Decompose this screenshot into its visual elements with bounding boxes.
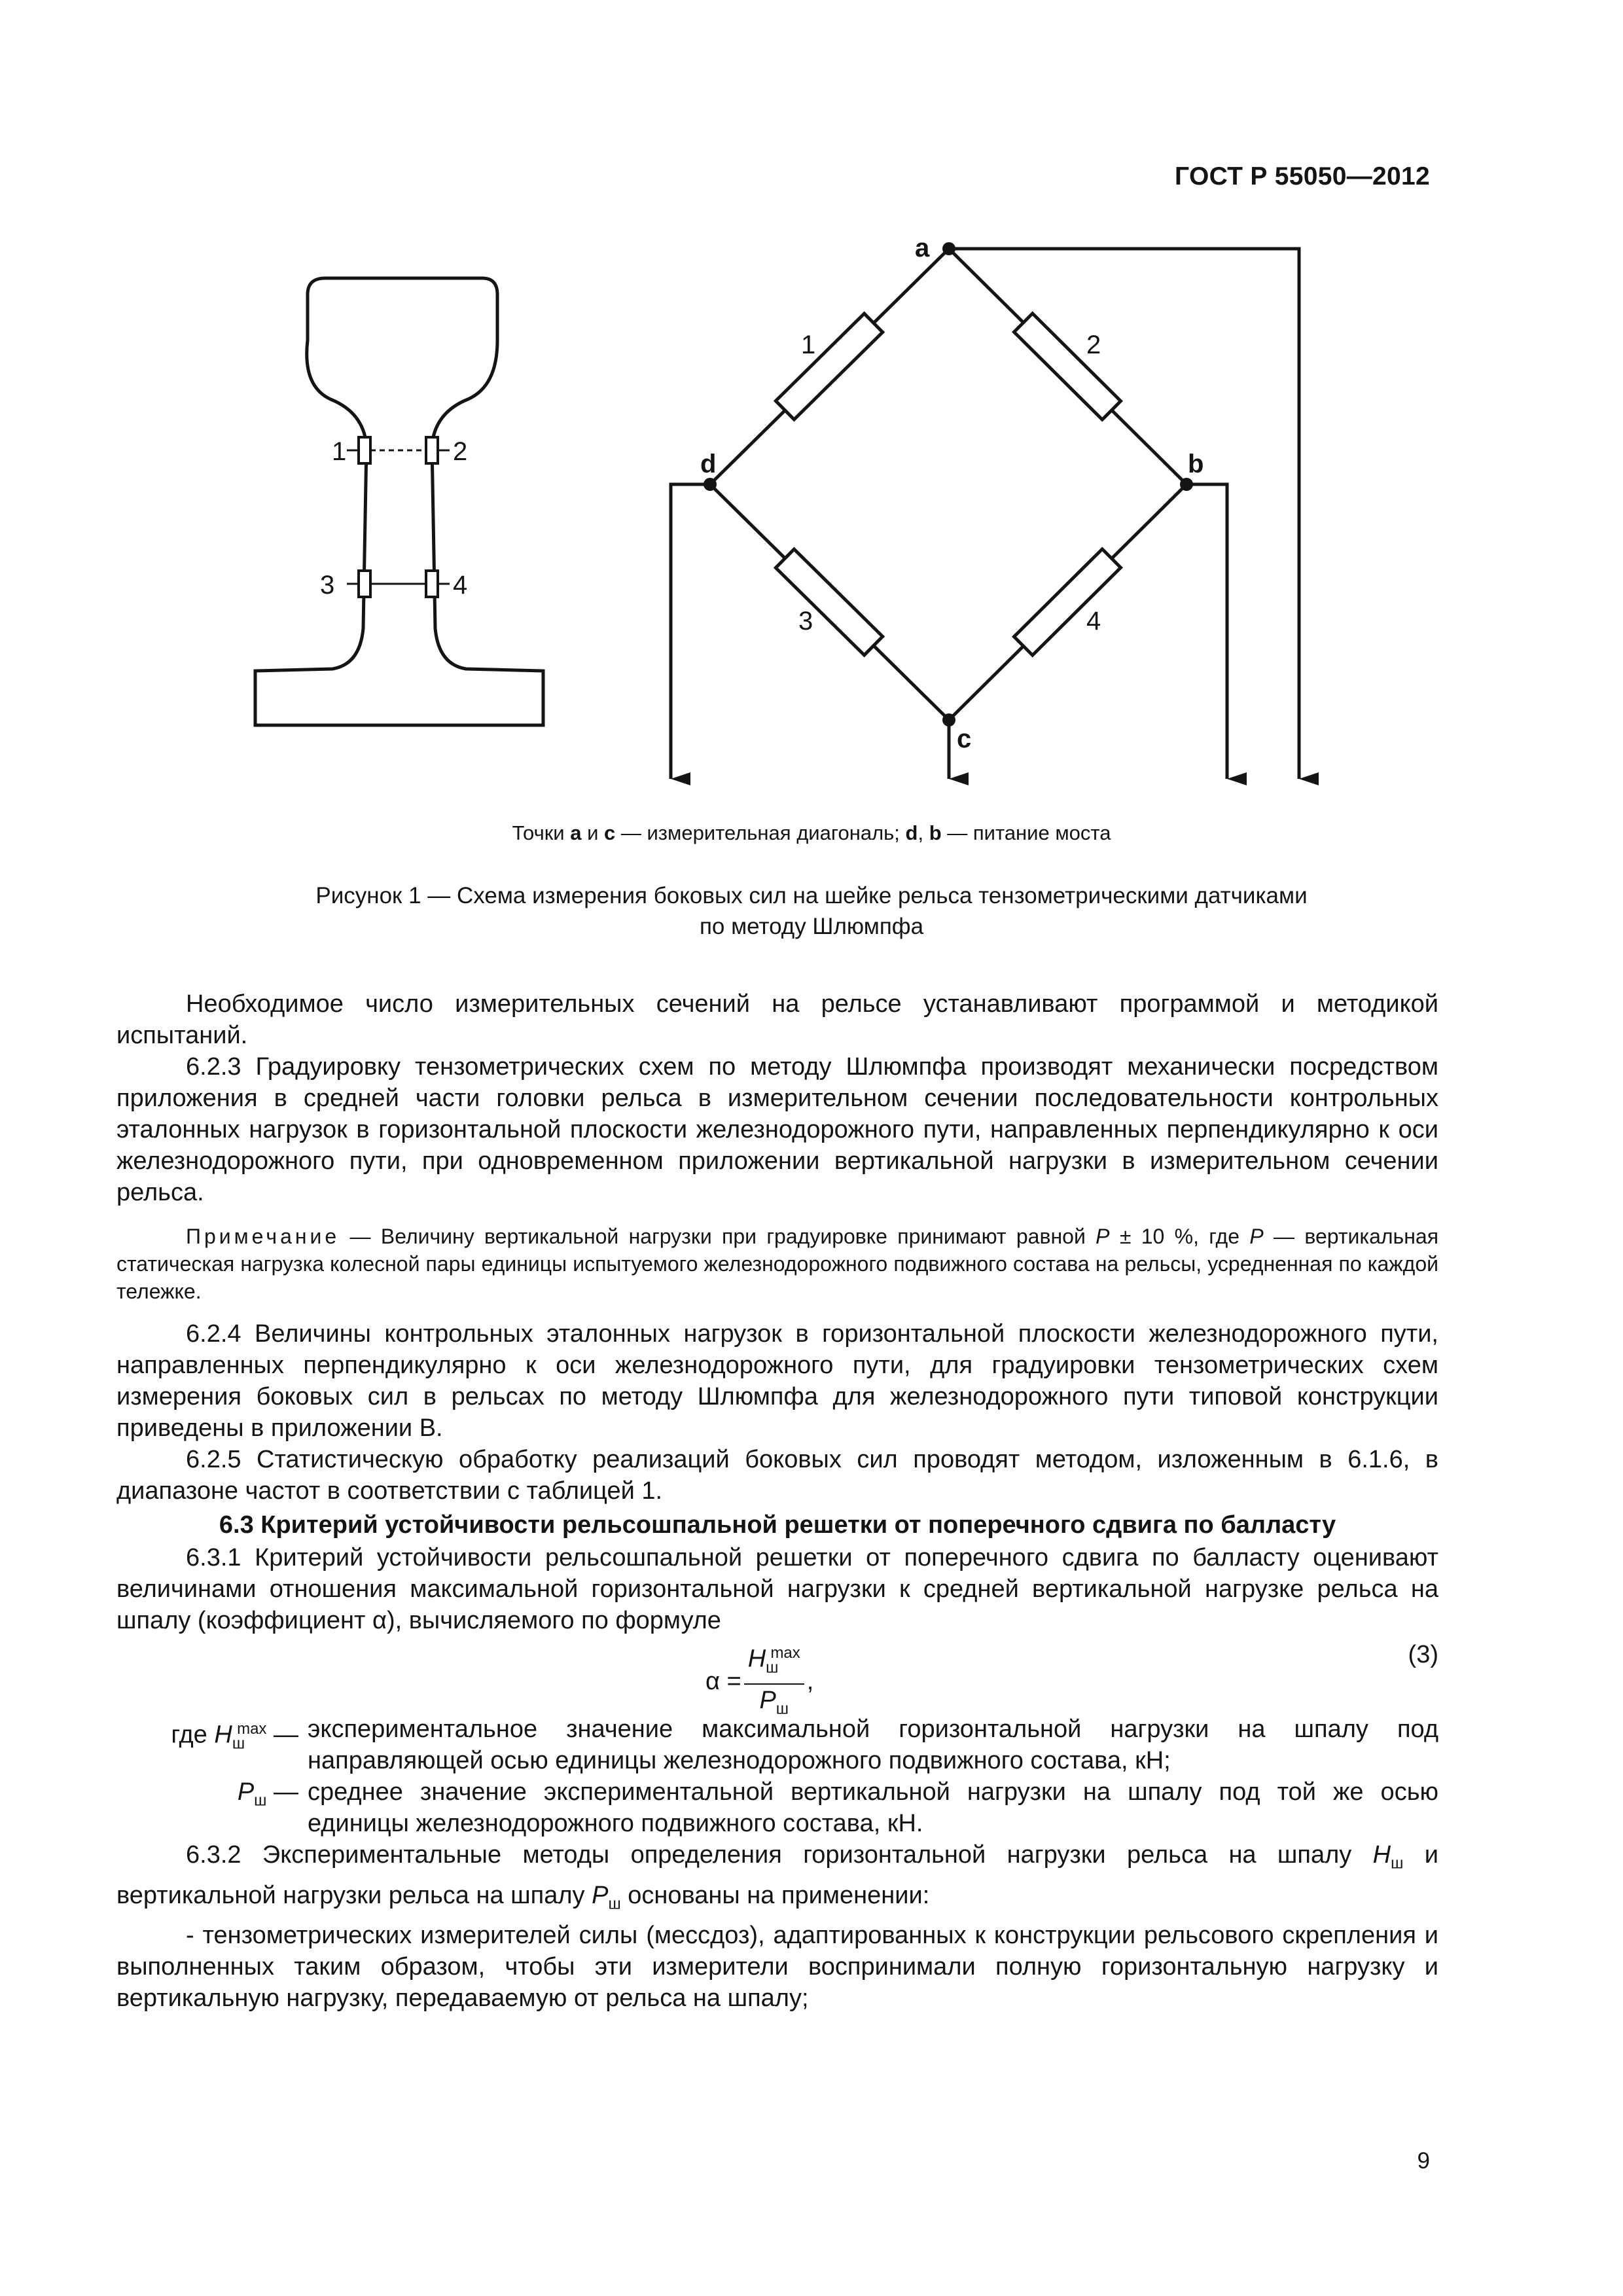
body-text (116, 988, 1438, 2014)
rail-gauge-label-3: 3 (320, 571, 335, 600)
page-number: 9 (1417, 2148, 1430, 2174)
node-label-d: d (700, 450, 717, 478)
standard-code-header: ГОСТ Р 55050—2012 (1175, 162, 1430, 190)
figure-1-diagram (242, 223, 1355, 812)
note: Примечание — Величину вертикальной нагрузки при градуировке принимают равной P ± 10 %, где P — вертикальная статическая нагрузка колесной пары единицы испытуемого железнодорожного подвижного состава на рельсы, усредненная по каждой тележке. (116, 1225, 1439, 1303)
rail-gauge-label-1: 1 (332, 437, 347, 466)
bridge-resistors (776, 314, 1120, 655)
paragraph-6-3-1: 6.3.1 Критерий устойчивости рельсошпальной решетки от поперечного сдвига по балласту оценивают величинами отношения максимальной горизонтальной нагрузки к средней вертикальной нагрузке рельса на шпалу (коэффициент α), вычисляемого по формуле (116, 1544, 1438, 1634)
node-label-a: a (915, 234, 930, 262)
rail-gauge-label-4: 4 (453, 571, 468, 600)
section-heading-6-3: 6.3 Критерий устойчивости рельсошпальной решетки от поперечного сдвига по балласту (219, 1511, 1336, 1539)
bridge-arm-label-3: 3 (798, 607, 813, 636)
node-label-b: b (1188, 450, 1204, 478)
rail-cross-section (255, 278, 543, 725)
definition-P: $P_ш$ — среднее значение экспериментальной вертикальной нагрузки на шпалу под той же осью единицы железнодорожного подвижного состава, кН. (237, 1778, 1438, 1837)
paragraph-6-3-2: 6.3.2 Экспериментальные методы определения горизонтальной нагрузки рельса на шпалу $H_ш$ и вертикальной нагрузки рельса на шпалу $P_ш$ основаны на применении: (116, 1841, 1438, 1913)
bridge-arm-label-4: 4 (1086, 607, 1101, 636)
list-item: - тензометрических измерителей силы (мессдоз), адаптированных к конструкции рельсового скрепления и выполненных таким образом, чтобы эти измерители воспринимали полную горизонтальную нагрузку и вертикальную нагрузку, передаваемую от рельса на шпалу; (116, 1922, 1438, 2013)
rail-gauge-label-2: 2 (453, 437, 468, 466)
definition-H: где $H_ш^{max}$ — экспериментальное значение максимальной горизонтальной нагрузки на шпалу под направляющей осью единицы железнодорожного подвижного состава, кН; (171, 1715, 1438, 1774)
paragraph-6-2-4: 6.2.4 Величины контрольных эталонных нагрузок в горизонтальной плоскости железнодорожного пути, направленных перпендикулярно к оси железнодорожного пути, для градуировки тензометрических схем измерения боковых сил в рельсах по методу Шлюмпфа для железнодорожного пути типовой конструкции приведены в приложении В. (116, 1320, 1438, 1442)
bridge-arm-label-2: 2 (1086, 331, 1101, 359)
formula-number: (3) (1408, 1641, 1438, 1668)
bridge-arm-label-1: 1 (801, 331, 816, 359)
paragraph-6-2-5: 6.2.5 Статистическую обработку реализаций боковых сил проводят методом, изложенным в 6.1.6, в диапазоне частот в соответствии с таблицей 1. (116, 1446, 1438, 1505)
formula-3: α = $\frac{H_ш^{max}}{P_ш}$ , (3) (116, 1636, 1438, 1713)
bridge-nodes (704, 242, 1193, 726)
paragraph: Необходимое число измерительных сечений на рельсе устанавливают программой и методикой испытаний. (116, 990, 1438, 1049)
bridge-circuit (671, 249, 1299, 779)
node-label-c: c (957, 725, 972, 753)
figure-legend: Точки а и с — измерительная диагональ; d, b — питание моста (512, 821, 1111, 844)
paragraph-6-2-3: 6.2.3 Градуировку тензометрических схем по методу Шлюмпфа производят механически посредством приложения в средней части головки рельса в измерительном сечении последовательности контрольных эталонных нагрузок в горизонтальной плоскости железнодорожного пути, направленных перпендикулярно к оси железнодорожного пути, при одновременном приложении вертикальной нагрузки в измерительном сечении рельса. (116, 1053, 1438, 1206)
figure-caption: Рисунок 1 — Схема измерения боковых сил на шейке рельса тензометрическими датчиками по методу Шлюмпфа (315, 883, 1308, 939)
